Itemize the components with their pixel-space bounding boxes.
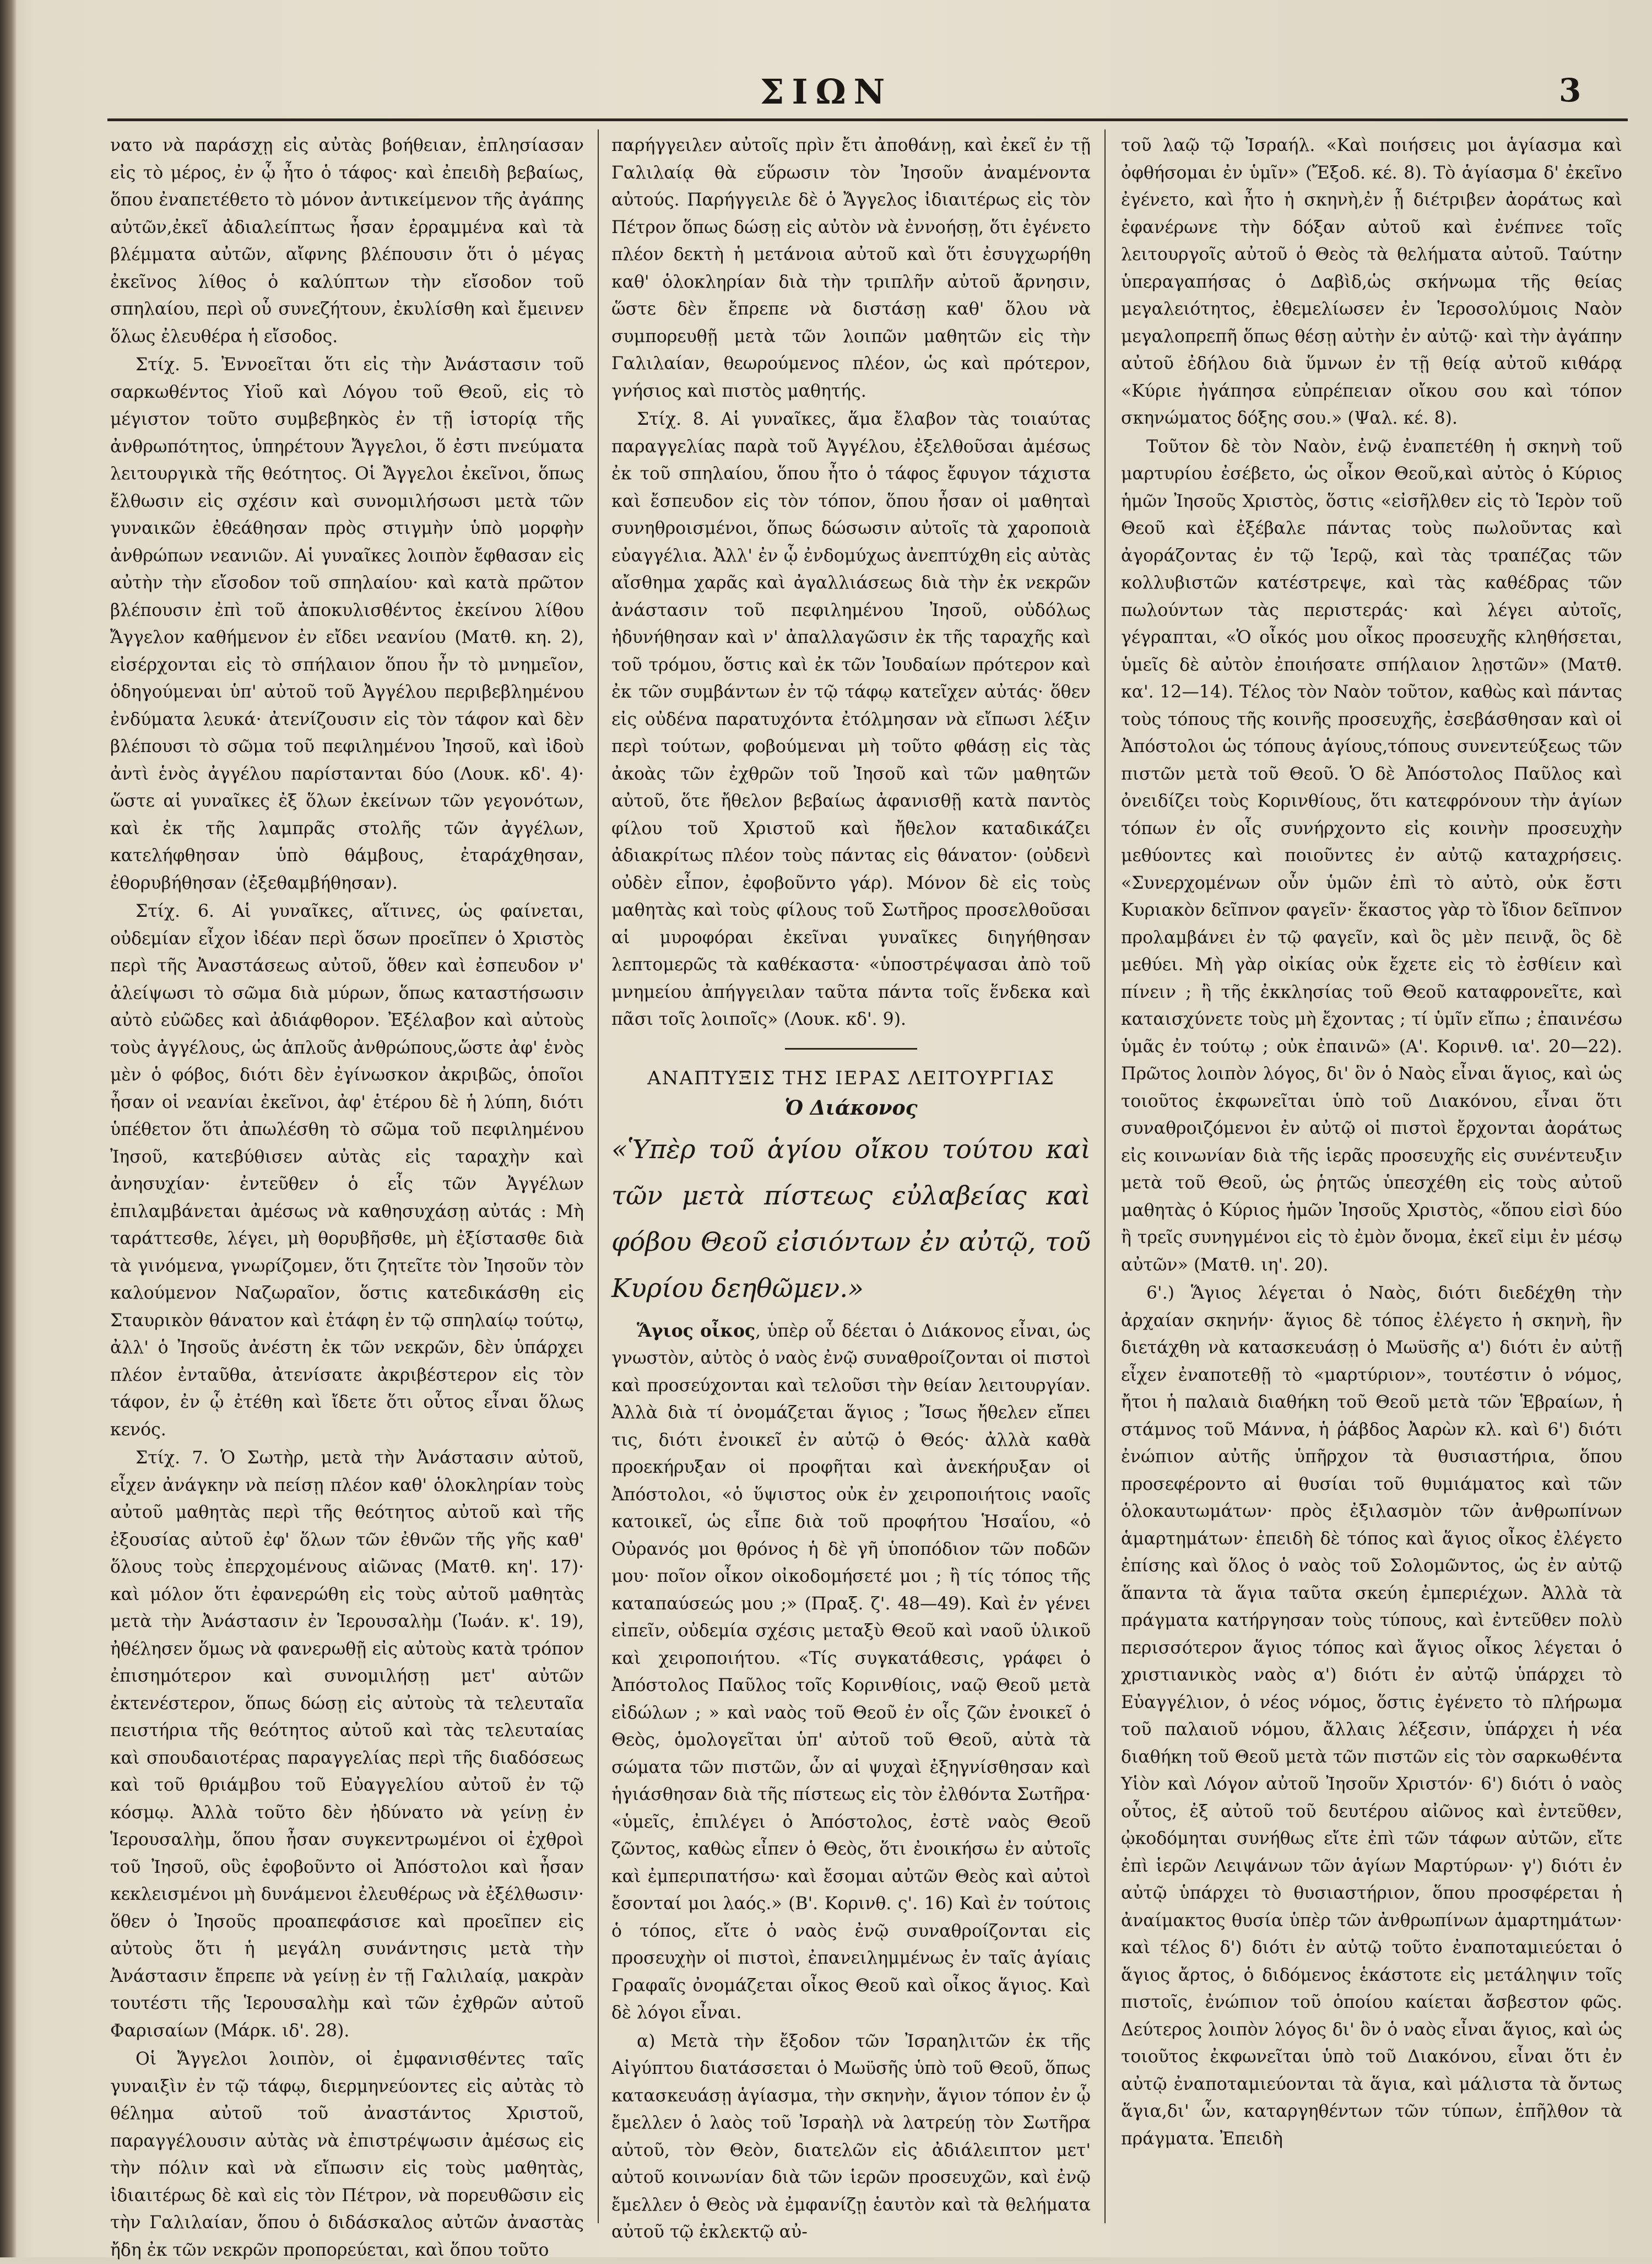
binding-edge bbox=[0, 0, 17, 2257]
paragraph: παρήγγειλεν αὐτοῖς πρὶν ἔτι ἀποθάνῃ, καὶ ἐκεῖ ἐν τῇ Γαλιλαίᾳ θὰ εὕρωσιν τὸν Ἰησοῦν ἀναμένοντα αὐτούς. Παρήγγειλε δὲ ὁ Ἄγγελος ἰδιαιτέρως εἰς τὸν Πέτρον ὅπως δώσῃ εἰς αὐτὸν νὰ ἐννοήσῃ, ὅτι ἐγένετο πλέον δεκτὴ ἡ μετάνοια αὐτοῦ καὶ ὅτι ἐσυγχωρήθη καθ' ὁλοκληρίαν διὰ τὴν τριπλῆν αὐτοῦ ἄρνησιν, ὥστε δὲν ἔπρεπε νὰ διστάσῃ καθ' ὅλου νὰ συμπορευθῇ μετὰ τῶν λοιπῶν μαθητῶν εἰς τὴν Γαλιλαίαν, θεωρούμενος πλέον, ὡς καὶ πρότερον, γνήσιος καὶ πιστὸς μαθητής. bbox=[611, 136, 1091, 401]
column-3 bbox=[1121, 132, 1622, 2220]
masthead bbox=[0, 72, 1652, 116]
paragraph: α) Μετὰ τὴν ἔξοδον τῶν Ἰσραηλιτῶν ἐκ τῆς Αἰγύπτου διατάσσεται ὁ Μωϋσῆς ὑπὸ τοῦ Θεοῦ, ὅπως κατασκευάσῃ ἁγίασμα, τὴν σκηνὴν, ἅγιον τόπον ἐν ᾧ ἔμελλεν ὁ λαὸς τοῦ Ἰσραὴλ νὰ λατρεύῃ τὸν Σωτῆρα αὐτοῦ, τὸν Θεὸν, διατελῶν εἰς ἀδιάλειπτον μετ' αὐτοῦ κοινωνίαν διὰ τῶν ἱερῶν προσευχῶν, καὶ ἐνῷ ἔμελλεν ὁ Θεὸς νὰ ἐμφανίζῃ ἑαυτὸν καὶ τὰ θελήματα αὐτοῦ τῷ ἐκλεκτῷ αὐ- bbox=[611, 2031, 1091, 2242]
paragraph: Στίχ. 5. Ἐννοεῖται ὅτι εἰς τὴν Ἀνάστασιν τοῦ σαρκωθέντος Υἱοῦ καὶ Λόγου τοῦ Θεοῦ, εἰς τὸ μέγιστον τοῦτο συμβεβηκὸς ἐν τῇ ἱστορίᾳ τῆς ἀνθρωπότητος, ὑπηρέτουν Ἄγγελοι, ὅ ἐστι πνεύματα λειτουργικὰ τῆς θεότητος. Οἱ Ἄγγελοι ἐκεῖνοι, ὅπως ἔλθωσιν εἰς σχέσιν καὶ συνομιλήσωσι μετὰ τῶν γυναικῶν ἐθεάθησαν πρὸς στιγμὴν ὑπὸ μορφὴν ἀνθρώπων νεανιῶν. Αἱ γυναῖκες λοιπὸν ἔφθασαν εἰς αὐτὴν τὴν εἴσοδον τοῦ σπηλαίου· καὶ κατὰ πρῶτον βλέπουσιν ἐπὶ τοῦ ἀποκυλισθέντος ἐκείνου λίθου Ἄγγελον καθήμενον ἐν εἴδει νεανίου (Ματθ. κη. 2), εἰσέρχονται εἰς τὸ σπήλαιον ὅπου ἦν τὸ μνημεῖον, ὁδηγούμεναι ὑπ' αὐτοῦ τοῦ Ἀγγέλου περιβεβλημένου ἐνδύματα λευκά· ἀτενίζουσιν εἰς τὸν τάφον καὶ δὲν βλέπουσι τὸ σῶμα τοῦ πεφιλημένου Ἰησοῦ, καὶ ἰδοὺ ἀντὶ ἑνὸς ἀγγέλου παρίστανται δύο (Λουκ. κδ'. 4)· ὥστε αἱ γυναῖκες ἐξ ὅλων ἐκείνων τῶν γεγονότων, καὶ ἐκ τῆς λαμπρᾶς στολῆς τῶν ἀγγέλων, κατελήφθησαν ὑπὸ θάμβους, ἐταράχθησαν, ἐθορυβήθησαν (ἐξεθαμβήθησαν). bbox=[110, 355, 584, 893]
column-divider bbox=[598, 129, 599, 2223]
liturgy-petition-quote: «Ὑπὲρ τοῦ ἁγίου οἴκου τούτου καὶ τῶν μετὰ πίστεως εὐλαβείας καὶ φόβου Θεοῦ εἰσιόντων ἐν αὐτῷ, τοῦ Κυρίου δεηθῶμεν.» bbox=[611, 1134, 1091, 1304]
header-rule bbox=[107, 118, 1628, 121]
lead-term: Ἅγιος οἶκος bbox=[637, 1320, 756, 1341]
paragraph: τοῦ λαῷ τῷ Ἰσραήλ. «Καὶ ποιήσεις μοι ἁγίασμα καὶ ὀφθήσομαι ἐν ὑμῖν» (Ἔξοδ. κέ. 8). Τὸ ἁγίασμα δ' ἐκεῖνο ἐγένετο, καὶ ἦτο ἡ σκηνὴ,ἐν ᾗ διέτριβεν ἀοράτως καὶ ἐφανέρωνε τὴν δόξαν αὐτοῦ καὶ ἐνέπνεε τοῖς λειτουργοῖς αὐτοῦ ὁ Θεὸς τὰ θελήματα αὐτοῦ. Ταύτην ὑπεραγαπήσας ὁ Δαβὶδ,ὡς σκήνωμα τῆς θείας μεγαλειότητος, ἐθεμελίωσεν ἐν Ἱεροσολύμοις Ναὸν μεγαλοπρεπῆ ὅπως θέσῃ αὐτὴν ἐν αὐτῷ· καὶ τὴν ἀγάπην αὐτοῦ ἐδήλου διὰ ὕμνων ἐν τῇ θείᾳ αὐτοῦ κιθάρᾳ «Κύριε ἠγάπησα εὐπρέπειαν οἴκου σου καὶ τόπον σκηνώματος δόξης σου.» (Ψαλ. κέ. 8). bbox=[1121, 136, 1622, 428]
paragraph-text: , ὑπὲρ οὗ δέεται ὁ Διάκονος εἶναι, ὡς γνωστὸν, αὐτὸς ὁ ναὸς ἐνῷ συναθροίζονται οἱ πιστοὶ καὶ προσεύχονται καὶ τελοῦσι τὴν θείαν λειτουργίαν. Ἀλλὰ διὰ τί ὀνομάζεται ἅγιος ; Ἴσως ἤθελεν εἴπει τις, διότι ἐνοικεῖ ἐν αὐτῷ ὁ Θεός· ἀλλὰ καθὰ προεκήρυξαν οἱ προφῆται καὶ ἀνεκήρυξαν οἱ Ἀπόστολοι, «ὁ ὕψιστος οὐκ ἐν χειροποιήτοις ναοῖς κατοικεῖ, ὡς εἶπε διὰ τοῦ προφήτου Ἡσαΐου, «ὁ Οὐρανός μοι θρόνος ἡ δὲ γῆ ὑποπόδιον τῶν ποδῶν μου· ποῖον οἶκον οἰκοδομήσετέ μοι ; ἢ τίς τόπος τῆς καταπαύσεώς μου ;» (Πραξ. ζ'. 48—49). Καὶ ἐν γένει εἰπεῖν, οὐδεμία σχέσις μεταξὺ Θεοῦ καὶ ναοῦ ὑλικοῦ καὶ χειροποιήτου. «Τίς συγκατάθεσις, γράφει ὁ Ἀπόστολος Παῦλος τοῖς Κορινθίοις, ναῷ Θεοῦ μετὰ εἰδώλων ; » καὶ ναὸς τοῦ Θεοῦ ἐν οἷς ζῶν ἐνοικεῖ ὁ Θεὸς, ὁμολογεῖται ὑπ' αὐτοῦ τοῦ Θεοῦ, αὐτὰ τὰ σώματα τῶν πιστῶν, ὧν αἱ ψυχαὶ ἐξηγνίσθησαν καὶ ἡγιάσθησαν διὰ τῆς πίστεως εἰς τὸν ἐλθόντα Σωτῆρα· «ὑμεῖς, ἐπιλέγει ὁ Ἀπόστολος, ἐστὲ ναὸς Θεοῦ ζῶντος, καθὼς εἶπεν ὁ Θεὸς, ὅτι ἐνοικήσω ἐν αὐτοῖς καὶ ἐμπεριπατήσω· καὶ ἔσομαι αὐτῶν Θεὸς καὶ αὐτοὶ ἔσονταί μοι λαός.» (Β'. Κορινθ. ς'. 16) Καὶ ἐν τούτοις ὁ τόπος, εἴτε ὁ ναὸς ἐνῷ συναθροίζονται εἰς προσευχὴν οἱ πιστοὶ, ἐπανειλημμένως ἐν ταῖς ἁγίαις Γραφαῖς ὀνομάζεται οἶκος Θεοῦ καὶ οἶκος ἅγιος. Καὶ δὲ λόγοι εἶναι. bbox=[611, 1321, 1091, 2023]
section-separator bbox=[785, 1048, 917, 1050]
paragraph: Οἱ Ἄγγελοι λοιπὸν, οἱ ἐμφανισθέντες ταῖς γυναιξὶν ἐν τῷ τάφῳ, διερμηνεύοντες εἰς αὐτὰς τὸ θέλημα αὐτοῦ τοῦ ἀναστάντος Χριστοῦ, παραγγέλουσιν αὐτὰς νὰ ἐπιστρέψωσιν ἀμέσως εἰς τὴν πόλιν καὶ νὰ εἴπωσιν εἰς τοὺς μαθητὰς, ἰδιαιτέρως δὲ καὶ εἰς τὸν Πέτρον, νὰ πορευθῶσιν εἰς τὴν Γαλιλαίαν, ὅπου ὁ διδάσκαλος αὐτῶν ἀναστὰς ἤδη ἐκ τῶν νεκρῶν προπορεύεται, καὶ ὅπου τοῦτο bbox=[110, 2049, 584, 2260]
page-number: 3 bbox=[1559, 72, 1581, 109]
paragraph: Στίχ. 6. Αἱ γυναῖκες, αἵτινες, ὡς φαίνεται, οὐδεμίαν εἶχον ἰδέαν περὶ ὅσων προεῖπεν ὁ Χριστὸς περὶ τῆς Ἀναστάσεως αὐτοῦ, ὅθεν καὶ ἐσπευδον ν' ἀλείψωσι τὸ σῶμα διὰ μύρων, ὅπως καταστήσωσιν αὐτὸ εὐῶδες καὶ ἀδιάφθορον. Ἐξέλαβον καὶ αὐτοὺς τοὺς ἀγγέλους, ὡς ἁπλοῦς ἀνθρώπους,ὥστε ἀφ' ἑνὸς μὲν ὁ φόβος, διότι δὲν ἐγίνωσκον ἀκριβῶς, ὁποῖοι ἦσαν οἱ νεανίαι ἐκεῖνοι, ἀφ' ἑτέρου δὲ ἡ λύπη, διότι ὑπέθετον ὅτι ἀπωλέσθη τὸ σῶμα τοῦ πεφιλημένου Ἰησοῦ, κατεβύθισεν αὐτὰς εἰς ταραχὴν καὶ ἀνησυχίαν· ἐντεῦθεν ὁ εἷς τῶν Ἀγγέλων ἐπιλαμβάνεται ἀμέσως νὰ καθησυχάσῃ αὐτάς : Μὴ ταράττεσθε, λέγει, μὴ θορυβῆσθε, μὴ ἐξίστασθε διὰ τὰ γινόμενα, γνωρίζομεν, ὅτι ζητεῖτε τὸν Ἰησοῦν τὸν καλούμενον Ναζωραῖον, ὅστις κατεδικάσθη εἰς Σταυρικὸν θάνατον καὶ ἐτάφη ἐν τῷ σπηλαίῳ τούτῳ, ἀλλ' ὁ Ἰησοῦς ἀνέστη ἐκ τῶν νεκρῶν, δὲν ὑπάρχει πλέον ἐνταῦθα, ἀτενίσατε ἀκριβέστερον εἰς τὸν τάφον, ἐν ᾧ ἐτέθη καὶ ἴδετε ὅτι οὗτος εἶναι ὅλως κενός. bbox=[110, 901, 584, 1440]
paragraph: νατο νὰ παράσχῃ εἰς αὐτὰς βοήθειαν, ἐπλησίασαν εἰς τὸ μέρος, ἐν ᾧ ἦτο ὁ τάφος· καὶ ἐπειδὴ βεβαίως, ὅπου ἐναπετέθετο τὸ μόνον ἀντικείμενον τῆς ἀγάπης αὐτῶν,ἐκεῖ ἀδιαλείπτως ἦσαν ἐρραμμένα καὶ τὰ βλέμματα αὐτῶν, αἴφνης βλέπουσιν ὅτι ὁ μέγας ἐκεῖνος λίθος ὁ καλύπτων τὴν εἴσοδον τοῦ σπηλαίου, περὶ οὗ συνεζήτουν, ἐκυλίσθη καὶ ἔμεινεν ὅλως ἐλευθέρα ἡ εἴσοδος. bbox=[110, 136, 584, 347]
paragraph: Στίχ. 7. Ὁ Σωτὴρ, μετὰ τὴν Ἀνάστασιν αὐτοῦ, εἶχεν ἀνάγκην νὰ πείσῃ πλέον καθ' ὁλοκληρίαν τοὺς αὐτοῦ μαθητὰς περὶ τῆς θεότητος αὐτοῦ καὶ τῆς ἐξουσίας αὐτοῦ ἐφ' ὅλων τῶν ἐθνῶν τῆς γῆς καθ' ὅλους τοὺς ἐπερχομένους αἰῶνας (Ματθ. κη'. 17)· καὶ μόλον ὅτι ἐφανερώθη εἰς τοὺς αὐτοῦ μαθητὰς μετὰ τὴν Ἀνάστασιν ἐν Ἱερουσαλὴμ (Ἰωάν. κ'. 19), ἠθέλησεν ὅμως νὰ φανερωθῇ εἰς αὐτοὺς κατὰ τρόπον ἐπισημότερον καὶ συνομιλήσῃ μετ' αὐτῶν ἐκτενέστερον, ὅπως δώσῃ εἰς αὐτοὺς τὰ τελευταῖα πειστήρια τῆς θεότητος αὐτοῦ καὶ τὰς τελευταίας καὶ σπουδαιοτέρας παραγγελίας περὶ τῆς διαδόσεως καὶ τοῦ θριάμβου τοῦ Εὐαγγελίου αὐτοῦ ἐν τῷ κόσμῳ. Ἀλλὰ τοῦτο δὲν ἠδύνατο νὰ γείνῃ ἐν Ἱερουσαλὴμ, ὅπου ἦσαν συγκεντρωμένοι οἱ ἐχθροὶ τοῦ Ἰησοῦ, οὓς ἐφοβοῦντο οἱ Ἀπόστολοι καὶ ἦσαν κεκλεισμένοι μὴ δυνάμενοι ἐλευθέρως νὰ ἐξέλθωσιν· ὅθεν ὁ Ἰησοῦς προαπεφάσισε καὶ προεῖπεν εἰς αὐτοὺς ὅτι ἡ μεγάλη συνάντησις μετὰ τὴν Ἀνάστασιν ἔπρεπε νὰ γείνῃ ἐν τῇ Γαλιλαίᾳ, μακρὰν τουτέστι τῆς Ἱερουσαλὴμ καὶ τῶν ἐχθρῶν αὐτοῦ Φαρισαίων (Μάρκ. ιδ'. 28). bbox=[110, 1448, 584, 2041]
column-1 bbox=[110, 132, 584, 2260]
paragraph: Στίχ. 8. Αἱ γυναῖκες, ἅμα ἔλαβον τὰς τοιαύτας παραγγελίας παρὰ τοῦ Ἀγγέλου, ἐξελθοῦσαι ἀμέσως ἐκ τοῦ σπηλαίου, ὅπου ἦτο ὁ τάφος ἔφυγον τάχιστα καὶ ἔσπευδον εἰς τὸν τόπον, ὅπου ἦσαν οἱ μαθηταὶ συνηθροισμένοι, ὅπως δώσωσιν αὐτοῖς τὰ χαροποιὰ εὐαγγέλια. Ἀλλ' ἐν ᾧ ἐνδομύχως ἀνεπτύχθη εἰς αὐτὰς αἴσθημα χαρᾶς καὶ ἀγαλλιάσεως διὰ τὴν ἐκ νεκρῶν ἀνάστασιν τοῦ πεφιλημένου Ἰησοῦ, οὐδόλως ἠδυνήθησαν καὶ ν' ἀπαλλαγῶσιν ἐκ τῆς ταραχῆς καὶ τοῦ τρόμου, ὅστις καὶ ἐκ τῶν Ἰουδαίων πρότερον καὶ ἐκ τῶν συμβάντων ἐν τῷ τάφῳ κατεῖχεν αὐτάς· ὅθεν εἰς οὐδένα παρατυχόντα ἐτόλμησαν νὰ εἴπωσι λέξιν περὶ τούτων, φοβούμεναι μὴ τοῦτο φθάσῃ εἰς τὰς ἀκοὰς τῶν ἐχθρῶν τοῦ Ἰησοῦ καὶ τῶν μαθητῶν αὐτοῦ, ὅτε ἤθελον βεβαίως ἀφανισθῇ κατὰ παντὸς φίλου τοῦ Χριστοῦ καὶ ἤθελον καταδικάζει ἀδιακρίτως πλέον τοὺς πάντας εἰς θάνατον· (οὐδενὶ οὐδὲν εἶπον, ἐφοβοῦντο γάρ). Μόνον δὲ εἰς τοὺς μαθητὰς καὶ τοὺς φίλους τοῦ Σωτῆρος προσελθοῦσαι αἱ μυροφόραι ἐκεῖναι γυναῖκες διηγήθησαν λεπτομερῶς τὰ καθέκαστα· «ὑποστρέψασαι ἀπὸ τοῦ μνημείου ἀπήγγειλαν ταῦτα πάντα τοῖς ἕνδεκα καὶ πᾶσι τοῖς λοιποῖς» (Λουκ. κδ'. 9). bbox=[611, 409, 1091, 1029]
column-2 bbox=[611, 132, 1091, 2242]
section-subtitle: Ὁ Διάκονος bbox=[784, 1096, 918, 1120]
column-divider bbox=[1104, 129, 1106, 2223]
paragraph bbox=[611, 1317, 1091, 2027]
paragraph: 6'.) Ἅγιος λέγεται ὁ Ναὸς, διότι διεδέχθη τὴν ἀρχαίαν σκηνήν· ἅγιος δὲ τόπος ἐλέγετο ἡ σκηνὴ, ἣν διετάχθη νὰ κατασκευάσῃ ὁ Μωϋσῆς α') διότι ἐν αὐτῇ εἶχεν ἐναποτεθῇ τὸ «μαρτύριον», τουτέστιν ὁ νόμος, ἤτοι ἡ παλαιὰ διαθήκη τοῦ Θεοῦ μετὰ τῶν Ἑβραίων, ἡ στάμνος τοῦ Μάννα, ἡ ῥάβδος Ἀαρὼν κλ. καὶ 6') διότι ἐνώπιον αὐτῆς ὑπῆρχον τὰ θυσιαστήρια, ὅπου προσεφέροντο αἱ θυσίαι τοῦ θυμιάματος καὶ τῶν ὁλοκαυτωμάτων· πρὸς ἐξιλασμὸν τῶν ἀνθρωπίνων ἁμαρτημάτων· ἐπειδὴ δὲ τόπος καὶ ἅγιος οἶκος ἐλέγετο ἐπίσης καὶ ὅλος ὁ ναὸς τοῦ Σολομῶντος, ὡς ἐν αὐτῷ ἅπαντα τὰ ἅγια ταῦτα σκεύη ἐμπεριέχων. Ἀλλὰ τὰ πράγματα κατήργησαν τοὺς τύπους, καὶ ἐντεῦθεν πολὺ περισσότερον ἅγιος τόπος καὶ ἅγιος οἶκος λέγεται ὁ χριστιανικὸς ναὸς α') διότι ἐν αὐτῷ ὑπάρχει τὸ Εὐαγγέλιον, ὁ νέος νόμος, ὅστις ἐγένετο τὸ πλήρωμα τοῦ παλαιοῦ νόμου, ἄλλαις λέξεσιν, ὑπάρχει ἡ νέα διαθήκη τοῦ Θεοῦ μετὰ τῶν πιστῶν εἰς τὸν σαρκωθέντα Υἱὸν καὶ Λόγον αὐτοῦ Ἰησοῦν Χριστόν· 6') διότι ὁ ναὸς οὗτος, ἐξ αὐτοῦ τοῦ δευτέρου αἰῶνος καὶ ἐντεῦθεν, ᾠκοδόμηται συνήθως εἴτε ἐπὶ τῶν τάφων αὐτῶν, εἴτε ἐπὶ ἱερῶν Λειψάνων τῶν ἁγίων Μαρτύρων· γ') διότι ἐν αὐτῷ ὑπάρχει τὸ θυσιαστήριον, ὅπου προσφέρεται ἡ ἀναίμακτος θυσία ὑπὲρ τῶν ἀνθρωπίνων ἁμαρτημάτων· καὶ τέλος δ') διότι ἐν αὐτῷ τοῦτο ἐναποταμιεύεται ὁ ἅγιος ἄρτος, ὁ διδόμενος ἑκάστοτε εἰς μετάληψιν τοῖς πιστοῖς, ἐνώπιον τοῦ ὁποίου καίεται ἄσβεστον φῶς. Δεύτερος λοιπὸν λόγος δι' ὃν ὁ ναὸς εἶναι ἅγιος, καὶ ὡς τοιοῦτος ἐκφωνεῖται ὑπὸ τοῦ Διακόνου, εἶναι ὅτι ἐν αὐτῷ ἐναποταμιεύονται τὰ ἅγια, καὶ μάλιστα τὰ ὄντως ἅγια,δι' ὧν, καταργηθέντων τῶν τύπων, ἐπῆλθον τὰ πράγματα. Ἐπειδὴ bbox=[1121, 1283, 1622, 2149]
newspaper-title: ΣΙΩΝ bbox=[760, 72, 893, 112]
paragraph: Τοῦτον δὲ τὸν Ναὸν, ἐνῷ ἐναπετέθη ἡ σκηνὴ τοῦ μαρτυρίου ἐσέβετο, ὡς οἶκον Θεοῦ,καὶ αὐτὸς ὁ Κύριος ἡμῶν Ἰησοῦς Χριστὸς, ὅστις «εἰσῆλθεν εἰς τὸ Ἱερὸν τοῦ Θεοῦ καὶ ἐξέβαλε πάντας τοὺς πωλοῦντας καὶ ἀγοράζοντας ἐν τῷ Ἱερῷ, καὶ τὰς τραπέζας τῶν κολλυβιστῶν κατέστρεψε, καὶ τὰς καθέδρας τῶν πωλούντων τὰς περιστεράς· καὶ λέγει αὐτοῖς, γέγραπται, «Ὁ οἶκός μου οἶκος προσευχῆς κληθήσεται, ὑμεῖς δὲ αὐτὸν ἐποιήσατε σπήλαιον λῃστῶν» (Ματθ. κα'. 12—14). Τέλος τὸν Ναὸν τοῦτον, καθὼς καὶ πάντας τοὺς τόπους τῆς κοινῆς προσευχῆς, ἐσεβάσθησαν καὶ οἱ Ἀπόστολοι ὡς τόπους ἁγίους,τόπους συνεντεύξεως τῶν πιστῶν μετὰ τοῦ Θεοῦ. Ὁ δὲ Ἀπόστολος Παῦλος καὶ ὀνειδίζει τοὺς Κορινθίους, ὅτι κατεφρόνουν τὴν ἁγίων τόπων ἐν οἷς συνήρχοντο εἰς κοινὴν προσευχὴν μεθύοντες καὶ ποιοῦντες ἐν αὐτῷ καταχρήσεις. «Συνερχομένων οὖν ὑμῶν ἐπὶ τὸ αὐτὸ, οὐκ ἔστι Κυριακὸν δεῖπνον φαγεῖν· ἕκαστος γὰρ τὸ ἴδιον δεῖπνον προλαμβάνει ἐν τῷ φαγεῖν, καὶ ὃς μὲν πεινᾷ, ὃς δὲ μεθύει. Μὴ γὰρ οἰκίας οὐκ ἔχετε εἰς τὸ ἐσθίειν καὶ πίνειν ; ἢ τῆς ἐκκλησίας τοῦ Θεοῦ καταφρονεῖτε, καὶ καταισχύνετε τοὺς μὴ ἔχοντας ; τί ὑμῖν εἴπω ; ἐπαινέσω ὑμᾶς ἐν τούτῳ ; οὐκ ἐπαινῶ» (Α'. Κορινθ. ια'. 20—22). Πρῶτος λοιπὸν λόγος, δι' ὃν ὁ Ναὸς εἶναι ἅγιος, καὶ ὡς τοιοῦτος ἐκφωνεῖται ὑπὸ τοῦ Διακόνου, εἶναι ὅτι συναθροιζόμενοι ἐν αὐτῷ οἱ πιστοὶ ἔρχονται ἀοράτως εἰς κοινωνίαν διὰ τῆς ἱερᾶς προσευχῆς εἰς συνέντευξιν μετὰ τοῦ Θεοῦ, ὡς ῥητῶς ὑπεσχέθη εἰς τοὺς αὐτοῦ μαθητὰς ὁ Κύριος ἡμῶν Ἰησοῦς Χριστὸς, «ὅπου εἰσὶ δύο ἢ τρεῖς συνηγμένοι εἰς τὸ ἐμὸν ὄνομα, ἐκεῖ εἰμι ἐν μέσῳ αὐτῶν» (Ματθ. ιη'. 20). bbox=[1121, 436, 1622, 1275]
section-title: ΑΝΑΠΤΥΞΙΣ ΤΗΣ ΙΕΡΑΣ ΛΕΙΤΟΥΡΓΙΑΣ bbox=[647, 1067, 1055, 1089]
